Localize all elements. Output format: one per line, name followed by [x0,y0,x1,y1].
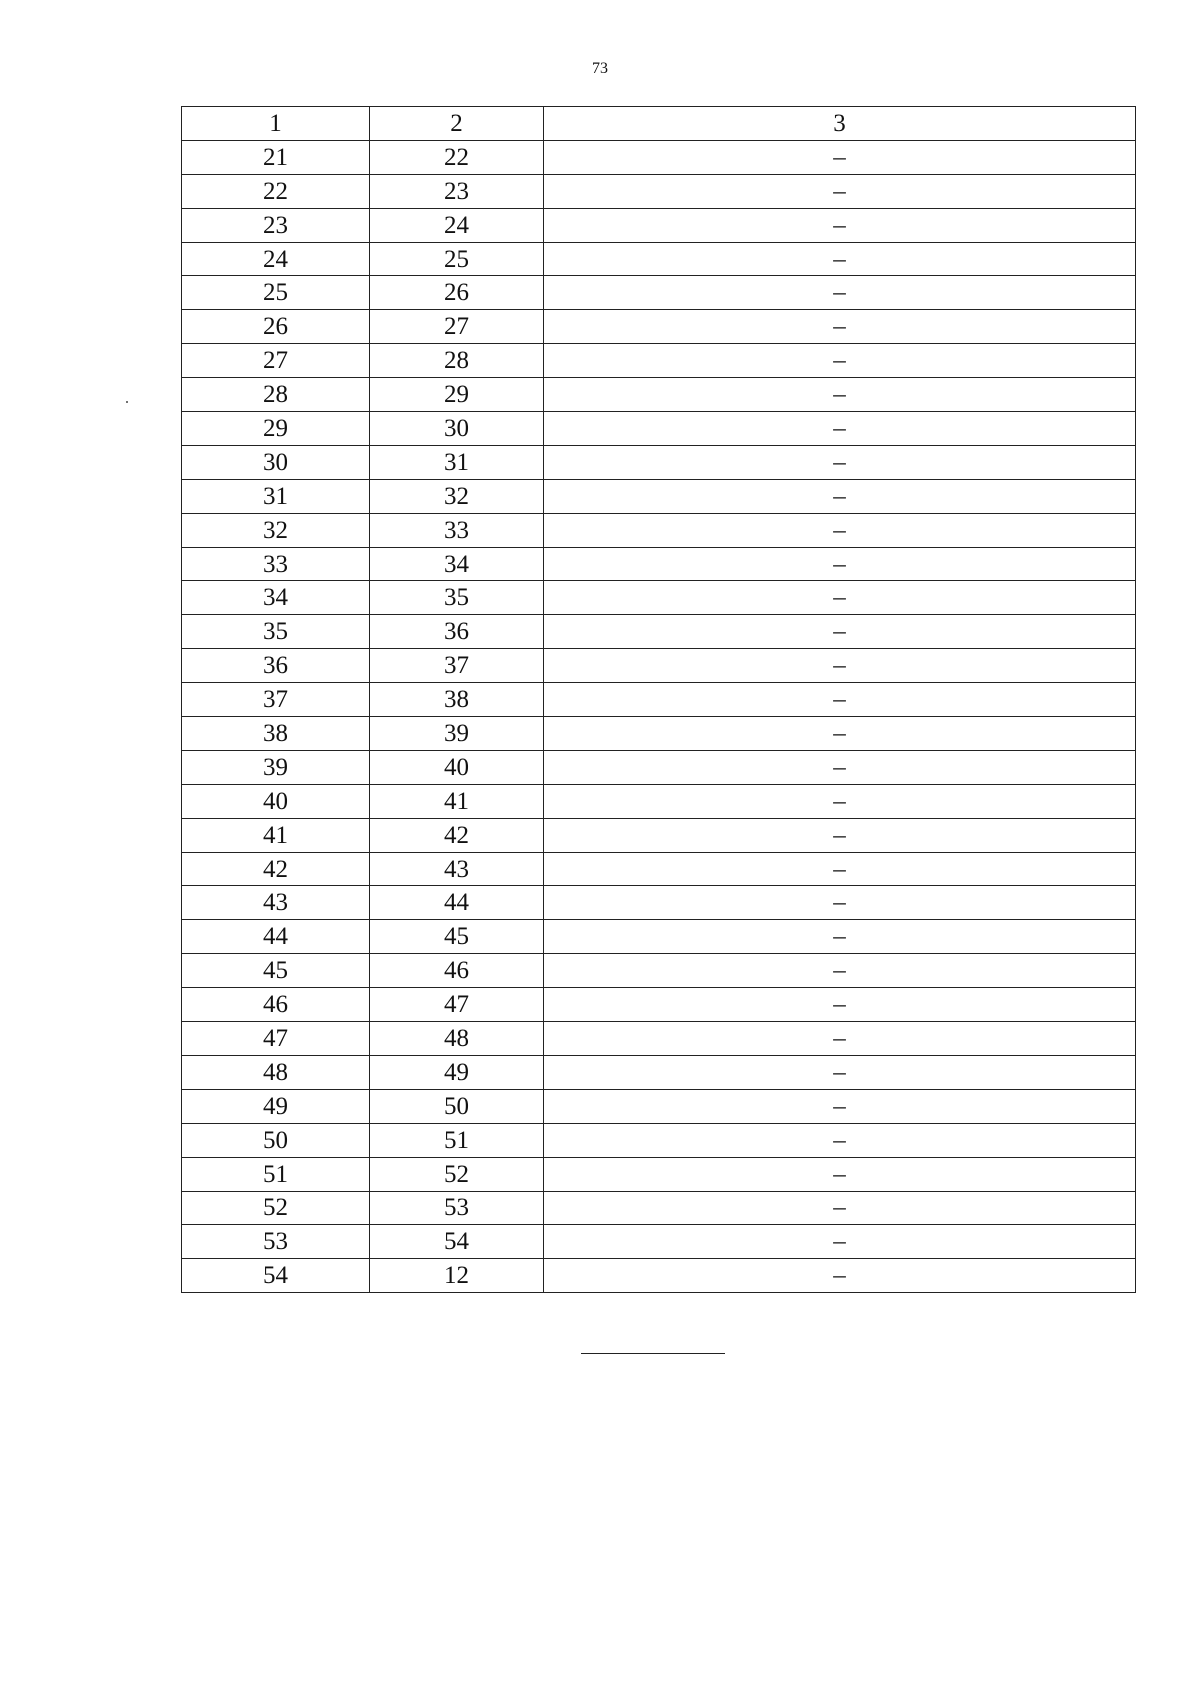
table-row [182,276,1136,310]
table-cell-col-2: 12 [370,1259,544,1293]
table-cell-col-3: – [544,818,1136,852]
table-cell-col-2: 22 [370,140,544,174]
table-row [182,140,1136,174]
page-number: 73 [592,60,608,77]
table-cell-col-3: – [544,683,1136,717]
table-cell-col-2: 23 [370,174,544,208]
table-cell-col-2: 27 [370,310,544,344]
table-row [182,1022,1136,1056]
table-row [182,1157,1136,1191]
table-row [182,615,1136,649]
end-of-document-rule [581,1353,725,1354]
table-cell-col-1: 53 [182,1225,370,1259]
table-cell-col-3: – [544,920,1136,954]
table-cell-col-2: 33 [370,513,544,547]
table-cell-col-1: 48 [182,1055,370,1089]
table-cell-col-1: 31 [182,479,370,513]
table-cell-col-1: 24 [182,242,370,276]
table-cell-col-3: – [544,750,1136,784]
table-cell-col-2: 40 [370,750,544,784]
table-cell-col-1: 25 [182,276,370,310]
table-cell-col-3: – [544,479,1136,513]
table-cell-col-3: – [544,1259,1136,1293]
table-row [182,1225,1136,1259]
table-cell-col-3: – [544,547,1136,581]
table-cell-col-1: 37 [182,683,370,717]
table-cell-col-2: 50 [370,1089,544,1123]
table-body [182,107,1136,1293]
table-cell-col-1: 41 [182,818,370,852]
table-cell-col-2: 28 [370,344,544,378]
table-row [182,1055,1136,1089]
table-row [182,683,1136,717]
table-row [182,1089,1136,1123]
table-cell-col-3: – [544,445,1136,479]
header-cell-1: 1 [182,107,370,141]
table-cell-col-3: – [544,581,1136,615]
table-cell-col-3: – [544,140,1136,174]
table-row [182,717,1136,751]
table-cell-col-2: 49 [370,1055,544,1089]
table-cell-col-1: 45 [182,954,370,988]
table-cell-col-2: 35 [370,581,544,615]
table-cell-col-2: 54 [370,1225,544,1259]
table-row [182,954,1136,988]
table-cell-col-2: 42 [370,818,544,852]
table-cell-col-1: 39 [182,750,370,784]
table-cell-col-1: 38 [182,717,370,751]
table-row [182,242,1136,276]
table-cell-col-3: – [544,886,1136,920]
table-cell-col-3: – [544,615,1136,649]
header-cell-3: 3 [544,107,1136,141]
table-row [182,920,1136,954]
table-row [182,988,1136,1022]
table-row [182,750,1136,784]
table-cell-col-3: – [544,208,1136,242]
table-cell-col-3: – [544,852,1136,886]
table-cell-col-1: 26 [182,310,370,344]
table-cell-col-2: 26 [370,276,544,310]
table-cell-col-3: – [544,1157,1136,1191]
table-cell-col-3: – [544,174,1136,208]
table-cell-col-1: 32 [182,513,370,547]
table-cell-col-2: 25 [370,242,544,276]
table-cell-col-2: 45 [370,920,544,954]
table-cell-col-1: 30 [182,445,370,479]
table-row [182,310,1136,344]
table-row [182,378,1136,412]
data-table [181,106,1136,1293]
table-cell-col-1: 46 [182,988,370,1022]
table-cell-col-1: 47 [182,1022,370,1056]
table-row [182,784,1136,818]
table-cell-col-1: 34 [182,581,370,615]
table-row [182,412,1136,446]
table-cell-col-3: – [544,242,1136,276]
table-cell-col-3: – [544,344,1136,378]
table-header-row [182,107,1136,141]
table-cell-col-3: – [544,988,1136,1022]
table-cell-col-2: 51 [370,1123,544,1157]
table-cell-col-3: – [544,1123,1136,1157]
table-row [182,1259,1136,1293]
table-cell-col-1: 54 [182,1259,370,1293]
table-cell-col-3: – [544,378,1136,412]
table-cell-col-1: 44 [182,920,370,954]
table-cell-col-1: 43 [182,886,370,920]
table-cell-col-2: 29 [370,378,544,412]
table-cell-col-2: 32 [370,479,544,513]
table-cell-col-1: 27 [182,344,370,378]
table-cell-col-2: 44 [370,886,544,920]
table-cell-col-3: – [544,717,1136,751]
table-row [182,852,1136,886]
scan-speck [126,401,128,403]
table-cell-col-2: 43 [370,852,544,886]
table-cell-col-1: 36 [182,649,370,683]
table-cell-col-2: 41 [370,784,544,818]
table-cell-col-2: 53 [370,1191,544,1225]
table-row [182,479,1136,513]
table-cell-col-3: – [544,649,1136,683]
table-cell-col-1: 23 [182,208,370,242]
table-cell-col-1: 28 [182,378,370,412]
table-row [182,581,1136,615]
table-row [182,445,1136,479]
table-row [182,344,1136,378]
table-row [182,208,1136,242]
table-cell-col-3: – [544,1191,1136,1225]
table-row [182,886,1136,920]
table-row [182,1123,1136,1157]
table-cell-col-1: 22 [182,174,370,208]
table-cell-col-2: 36 [370,615,544,649]
table-cell-col-3: – [544,1089,1136,1123]
table-cell-col-1: 42 [182,852,370,886]
table-cell-col-2: 52 [370,1157,544,1191]
table-cell-col-1: 51 [182,1157,370,1191]
table-cell-col-3: – [544,1225,1136,1259]
table-row [182,547,1136,581]
table-cell-col-3: – [544,412,1136,446]
table-row [182,513,1136,547]
table-cell-col-3: – [544,513,1136,547]
table-cell-col-2: 34 [370,547,544,581]
table-cell-col-3: – [544,1055,1136,1089]
table-cell-col-3: – [544,1022,1136,1056]
table-row [182,1191,1136,1225]
table-cell-col-2: 39 [370,717,544,751]
table-cell-col-3: – [544,784,1136,818]
table-cell-col-2: 37 [370,649,544,683]
table-cell-col-3: – [544,276,1136,310]
table-cell-col-2: 46 [370,954,544,988]
table-cell-col-2: 30 [370,412,544,446]
table-cell-col-2: 24 [370,208,544,242]
table-cell-col-2: 38 [370,683,544,717]
table-cell-col-1: 33 [182,547,370,581]
table-cell-col-2: 31 [370,445,544,479]
table-row [182,649,1136,683]
table-cell-col-1: 29 [182,412,370,446]
table-cell-col-1: 52 [182,1191,370,1225]
table-cell-col-1: 35 [182,615,370,649]
table-cell-col-2: 47 [370,988,544,1022]
table-cell-col-3: – [544,310,1136,344]
header-cell-2: 2 [370,107,544,141]
table-cell-col-1: 49 [182,1089,370,1123]
table-cell-col-1: 50 [182,1123,370,1157]
table-cell-col-2: 48 [370,1022,544,1056]
table-row [182,174,1136,208]
table-cell-col-3: – [544,954,1136,988]
table-cell-col-1: 21 [182,140,370,174]
table-cell-col-1: 40 [182,784,370,818]
table-row [182,818,1136,852]
